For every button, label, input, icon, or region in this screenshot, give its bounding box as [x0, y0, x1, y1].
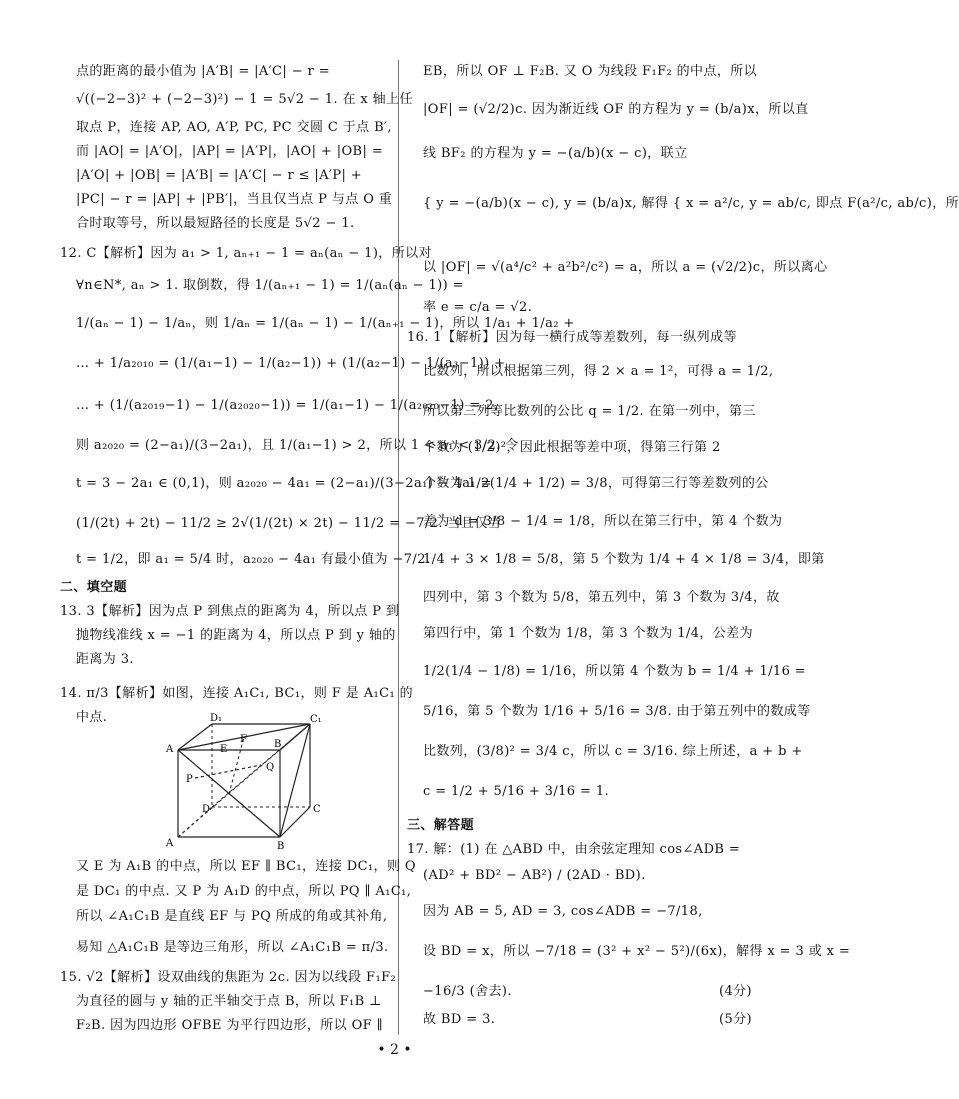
- text-line: |A′O| + |OB| = |A′B| = |A′C| − r ≤ |A′P| +: [76, 168, 363, 183]
- page-number: • 2 •: [377, 1042, 412, 1058]
- text-line: 取点 P，连接 AP, AO, A′P, PC, PC 交圆 C 于点 B′,: [76, 120, 392, 135]
- label-P: P: [186, 774, 193, 785]
- q12-line: 1/(aₙ − 1) − 1/aₙ，则 1/aₙ = 1/(aₙ − 1) − 1/(aₙ₊₁ − 1)，所以 1/a₁ + 1/a₂ +: [76, 316, 575, 331]
- q16-line: 四列中，第 3 个数为 5/8，第五列中，第 3 个数为 3/4，故: [423, 590, 780, 605]
- q17-line: −16/3 (舍去).: [423, 984, 512, 999]
- q16-line: 1/4 + 3 × 1/8 = 5/8，第 5 个数为 1/4 + 4 × 1/8 = 3/4，即第: [423, 552, 825, 567]
- text-line: |PC| − r = |AP| + |PB′|，当且仅当点 P 与点 O 重: [76, 192, 393, 207]
- q12-line: t = 1/2，即 a₁ = 5/4 时，a₂₀₂₀ − 4a₁ 有最小值为 −7/2.: [76, 552, 431, 567]
- text-line: { y = −(a/b)(x − c), y = (b/a)x, 解得 { x = a²/c, y = ab/c, 即点 F(a²/c, ab/c)，所: [423, 196, 959, 211]
- label-D: D: [202, 804, 211, 815]
- text-line: 以 |OF| = √(a⁴/c² + a²b²/c²) = a，所以 a = (√2/2)c，所以离心: [423, 260, 828, 275]
- q12-line: … + (1/(a₂₀₁₉−1) − 1/(a₂₀₂₀−1)) = 1/(a₁−1) − 1/(a₂₀₂₀−1) = 2,: [76, 398, 499, 413]
- label-C1: C₁: [310, 714, 322, 725]
- label-B1: B: [274, 739, 282, 750]
- q12-line: 则 a₂₀₂₀ = (2−a₁)/(3−2a₁)，且 1/(a₁−1) > 2，所以 1 < a₁ < 3/2. 令: [76, 438, 519, 453]
- q14-line: 所以 ∠A₁C₁B 是直线 EF 与 PQ 所成的角或其补角,: [76, 909, 388, 924]
- cube-figure: [160, 712, 320, 852]
- q13-line: 13. 3【解析】因为点 P 到焦点的距离为 4，所以点 P 到: [60, 604, 400, 619]
- q17-line: 因为 AB = 5, AD = 3, cos∠ADB = −7/18,: [423, 904, 703, 919]
- q12-line: 12. C【解析】因为 a₁ > 1, aₙ₊₁ − 1 = aₙ(aₙ − 1)，所以对: [60, 246, 432, 261]
- q12-line: (1/(2t) + 2t) − 11/2 ≥ 2√(1/(2t) × 2t) − 11/2 = −7/2. 当且仅当: [76, 516, 502, 531]
- q16-line: 个数为 (1/2)²，因此根据等差中项，得第三行第 2: [423, 440, 721, 455]
- section-heading: 三、解答题: [407, 818, 475, 833]
- label-B: B: [277, 841, 285, 852]
- q16-line: 比数列，所以根据第三列，得 2 × a = 1²，可得 a = 1/2,: [423, 364, 774, 379]
- q16-line: 1/2(1/4 − 1/8) = 1/16，所以第 4 个数为 b = 1/4 + 1/16 =: [423, 664, 807, 679]
- q17-line: 故 BD = 3.: [423, 1012, 496, 1027]
- label-F: F: [240, 734, 247, 745]
- q12-line: ∀n∈N*, aₙ > 1. 取倒数，得 1/(aₙ₊₁ − 1) = 1/(aₙ(aₙ − 1)) =: [76, 278, 464, 293]
- q15-line: 为直径的圆与 y 轴的正半轴交于点 B，所以 F₁B ⊥: [76, 994, 382, 1009]
- text-line: 而 |AO| = |A′O|，|AP| = |A′P|，|AO| + |OB| =: [76, 144, 384, 159]
- text-line: |OF| = (√2/2)c. 因为渐近线 OF 的方程为 y = (b/a)x，所以直: [423, 102, 809, 117]
- label-Q: Q: [266, 762, 275, 773]
- q14-line: 又 E 为 A₁B 的中点，所以 EF ∥ BC₁，连接 DC₁，则 Q: [76, 859, 416, 874]
- q14-line: 14. π/3【解析】如图，连接 A₁C₁, BC₁，则 F 是 A₁C₁ 的: [60, 686, 414, 701]
- score-note: (5分): [718, 1012, 752, 1027]
- q17-line: 设 BD = x，所以 −7/18 = (3² + x² − 5²)/(6x)，解得 x = 3 或 x =: [423, 944, 851, 959]
- q15-line: F₂B. 因为四边形 OFBE 为平行四边形，所以 OF ∥: [76, 1018, 383, 1033]
- text-line: √((−2−3)² + (−2−3)²) − 1 = 5√2 − 1. 在 x 轴上任: [76, 92, 413, 107]
- text-line: EB，所以 OF ⊥ F₂B. 又 O 为线段 F₁F₂ 的中点，所以: [423, 64, 758, 79]
- score-note: (4分): [718, 984, 752, 999]
- q17-line: 17. 解：(1) 在 △ABD 中，由余弦定理知 cos∠ADB =: [407, 842, 741, 857]
- text-line: 点的距离的最小值为 |A′B| = |A′C| − r =: [76, 64, 330, 79]
- section-heading: 二、填空题: [60, 580, 128, 595]
- q16-line: 个数为 1/2(1/4 + 1/2) = 3/8，可得第三行等差数列的公: [423, 476, 769, 491]
- q16-line: 所以第三列等比数列的公比 q = 1/2. 在第一列中，第三: [423, 404, 756, 419]
- q16-line: 第四行中，第 1 个数为 1/8，第 3 个数为 1/4，公差为: [423, 626, 753, 641]
- q16-line: 5/16，第 5 个数为 1/16 + 5/16 = 3/8. 由于第五列中的数成等: [423, 704, 811, 719]
- label-C: C: [313, 804, 321, 815]
- text-line: 线 BF₂ 的方程为 y = −(a/b)(x − c)，联立: [423, 146, 688, 161]
- label-A: A: [166, 838, 174, 849]
- label-D1: D₁: [210, 713, 223, 724]
- q14-line: 易知 △A₁C₁B 是等边三角形，所以 ∠A₁C₁B = π/3.: [76, 940, 389, 955]
- q16-line: 16. 1【解析】因为每一横行成等差数列，每一纵列成等: [407, 330, 737, 345]
- q14-line: 中点.: [76, 710, 108, 725]
- q14-line: 是 DC₁ 的中点. 又 P 为 A₁D 的中点，所以 PQ ∥ A₁C₁,: [76, 884, 412, 899]
- text-line: 合时取等号，所以最短路径的长度是 5√2 − 1.: [76, 216, 355, 231]
- q16-line: c = 1/2 + 5/16 + 3/16 = 1.: [423, 784, 610, 799]
- q12-line: … + 1/a₂₀₁₀ = (1/(a₁−1) − 1/(a₂−1)) + (1/(a₂−1) − 1/(a₃−1)) +: [76, 356, 506, 371]
- q15-line: 15. √2【解析】设双曲线的焦距为 2c. 因为以线段 F₁F₂: [60, 970, 397, 985]
- q12-line: t = 3 − 2a₁ ∈ (0,1)，则 a₂₀₂₀ − 4a₁ = (2−a₁)/(3−2a₁) − 4a₁ =: [76, 476, 492, 491]
- q13-line: 抛物线准线 x = −1 的距离为 4，所以点 P 到 y 轴的: [76, 628, 396, 643]
- text-line: 率 e = c/a = √2.: [423, 300, 533, 315]
- q16-line: 差为 d = 3/8 − 1/4 = 1/8，所以在第三行中，第 4 个数为: [423, 514, 783, 529]
- q16-line: 比数列，(3/8)² = 3/4 c，所以 c = 3/16. 综上所述，a + b +: [423, 744, 803, 759]
- label-A1: A: [166, 744, 174, 755]
- q17-line: (AD² + BD² − AB²) / (2AD · BD).: [423, 868, 646, 883]
- label-E: E: [220, 744, 228, 755]
- q13-line: 距离为 3.: [76, 652, 134, 667]
